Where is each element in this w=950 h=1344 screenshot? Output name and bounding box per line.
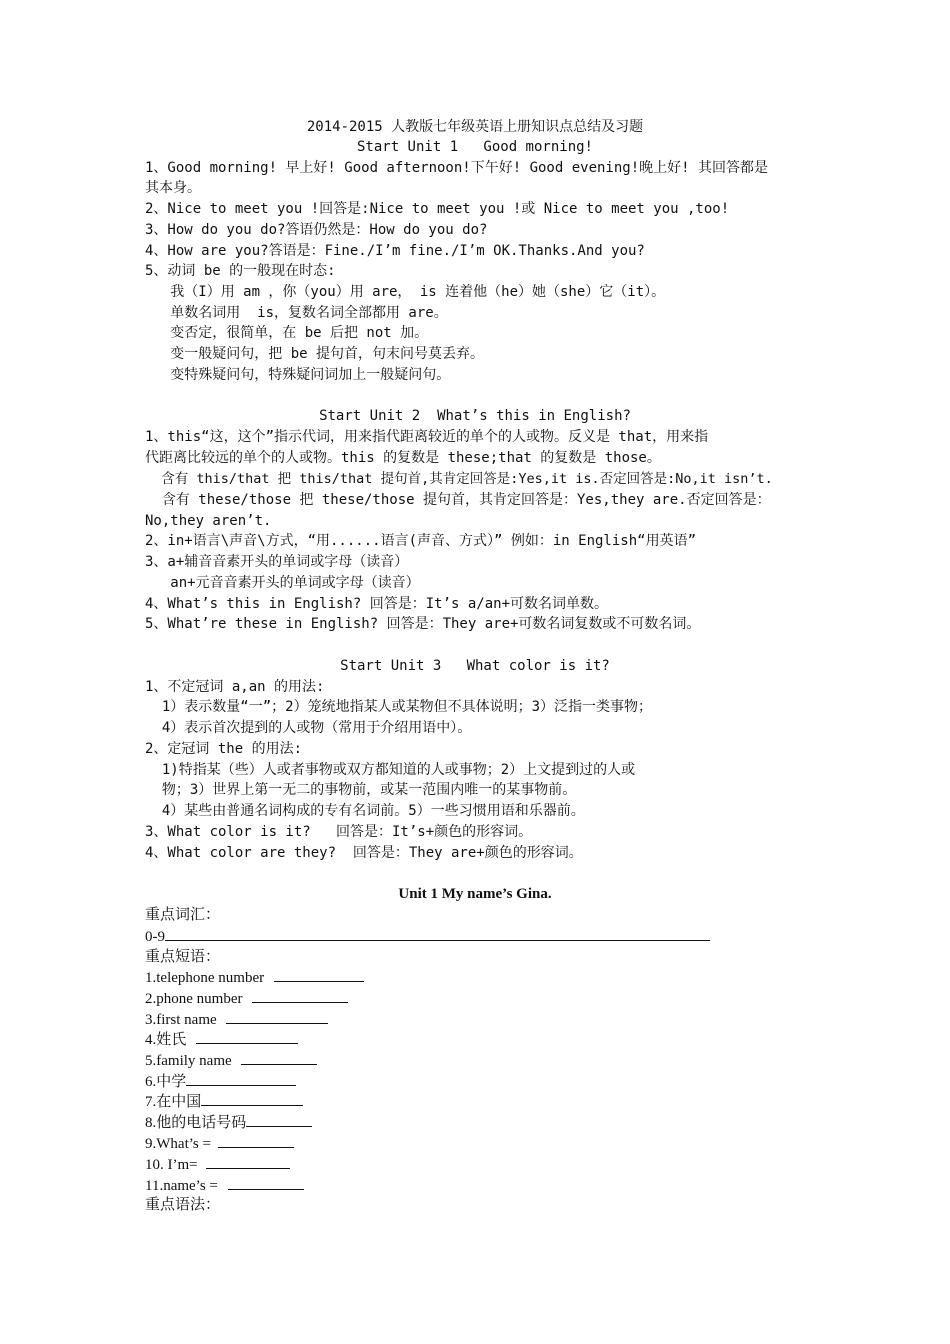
start-unit-1-line: 4、How are you?答语是：Fine./I’m fine./I’m OK.Thanks.And you? <box>145 243 645 259</box>
start-unit-3-line: 4）某些由普通名词构成的专有名词前。5）一些习惯用语和乐器前。 <box>145 803 585 819</box>
start-unit-2-line: 5、What’re these in English? 回答是：They are+可数名词复数或不可数名词。 <box>145 616 701 632</box>
start-unit-1-line: 我（I）用 am ，你（you）用 are， is 连着他（he）她（she）它（it）。 <box>145 284 666 300</box>
start-unit-2-line: 1、this“这，这个”指示代词，用来指代距离较近的单个的人或物。反义是 that，用来指 <box>145 429 709 445</box>
start-unit-1-line: 变特殊疑问句，特殊疑问词加上一般疑问句。 <box>145 367 451 383</box>
start-unit-2-line: 含有 this/that 把 this/that 提句首,其肯定回答是:Yes,it is.否定回答是:No,it isn’t. <box>145 471 773 487</box>
vocab-label: 重点词汇： <box>145 907 221 923</box>
answer-blank[interactable] <box>228 1175 304 1190</box>
vocab-item <box>145 926 710 946</box>
phrase-item <box>145 1133 294 1153</box>
answer-blank[interactable] <box>196 1029 298 1044</box>
phrase-text: 6.中学 <box>145 1074 187 1090</box>
answer-blank[interactable] <box>201 1091 303 1106</box>
start-unit-3-line: 物；3）世界上第一无二的事物前，或某一范围内唯一的某事物前。 <box>145 782 577 798</box>
phrase-item <box>145 1091 303 1111</box>
phrase-text: 5.family name <box>145 1053 232 1069</box>
phrase-item <box>145 1175 304 1195</box>
phrase-item <box>145 967 364 987</box>
answer-blank[interactable] <box>186 1071 296 1086</box>
start-unit-1-line: 2、Nice to meet you !回答是:Nice to meet you !或 Nice to meet you ,too! <box>145 201 730 217</box>
phrase-text: 2.phone number <box>145 991 243 1007</box>
answer-blank[interactable] <box>165 926 710 941</box>
start-unit-3-line: 1、不定冠词 a,an 的用法: <box>145 679 325 695</box>
start-unit-1-line: 3、How do you do?答语仍然是：How do you do? <box>145 222 488 238</box>
start-unit-3-line: 1)特指某（些）人或者事物或双方都知道的人或事物；2）上文提到过的人或 <box>145 762 636 778</box>
phrase-text: 1.telephone number <box>145 970 265 986</box>
start-unit-1-line: 其本身。 <box>145 180 201 196</box>
phrase-text: 3.first name <box>145 1012 217 1028</box>
start-unit-1-line: 变否定，很简单，在 be 后把 not 加。 <box>145 325 429 341</box>
start-unit-3-line: 3、What color is it? 回答是：It’s+颜色的形容词。 <box>145 824 533 840</box>
start-unit-1-heading: Start Unit 1 Good morning! <box>356 139 593 155</box>
phrase-item <box>145 1009 328 1029</box>
answer-blank[interactable] <box>246 1112 312 1127</box>
answer-blank[interactable] <box>252 988 348 1003</box>
start-unit-1-line: 1、Good morning! 早上好! Good afternoon!下午好! Good evening!晚上好! 其回答都是 <box>145 160 769 176</box>
phrase-item <box>145 988 348 1008</box>
grammar-label: 重点语法： <box>145 1197 221 1213</box>
start-unit-1-line: 5、动词 be 的一般现在时态: <box>145 263 336 279</box>
phrase-item <box>145 1112 312 1132</box>
answer-blank[interactable] <box>218 1133 294 1148</box>
answer-blank[interactable] <box>274 967 364 982</box>
answer-blank[interactable] <box>241 1050 317 1065</box>
start-unit-3-line: 1）表示数量“一”；2）笼统地指某人或某物但不具体说明；3）泛指一类事物； <box>145 699 652 715</box>
start-unit-3-heading: Start Unit 3 What color is it? <box>340 658 610 674</box>
phrase-item <box>145 1029 298 1049</box>
phrase-text: 9.What’s = <box>145 1136 211 1152</box>
answer-blank[interactable] <box>206 1154 290 1169</box>
start-unit-3-line: 2、定冠词 the 的用法: <box>145 741 303 757</box>
phrase-text: 11.name’s = <box>145 1178 218 1194</box>
document-title: 2014-2015 人教版七年级英语上册知识点总结及习题 <box>306 119 644 135</box>
start-unit-2-line: an+元音音素开头的单词或字母（读音） <box>145 575 420 591</box>
start-unit-1-line: 单数名词用 is，复数名词全部都用 are。 <box>145 305 448 321</box>
start-unit-2-line: No,they aren’t. <box>145 513 272 529</box>
phrase-text: 8.他的电话号码 <box>145 1115 247 1131</box>
phrase-text: 7.在中国 <box>145 1094 202 1110</box>
phrases-label: 重点短语： <box>145 949 221 965</box>
start-unit-1-line: 变一般疑问句，把 be 提句首，句末问号莫丢弃。 <box>145 346 484 362</box>
start-unit-2-heading: Start Unit 2 What’s this in English? <box>319 408 631 424</box>
phrase-item <box>145 1154 290 1174</box>
start-unit-2-line: 2、in+语言\声音\方式，“用......语言(声音、方式）” 例如：in English“用英语” <box>145 533 697 549</box>
phrase-item <box>145 1071 296 1091</box>
start-unit-3-line: 4）表示首次提到的人或物（常用于介绍用语中）。 <box>145 720 472 736</box>
start-unit-2-line: 含有 these/those 把 these/those 提句首，其肯定回答是：Yes,they are.否定回答是： <box>145 492 771 508</box>
start-unit-3-line: 4、What color are they? 回答是：They are+颜色的形容词。 <box>145 845 583 861</box>
unit-1-heading: Unit 1 My name’s Gina. <box>398 886 552 902</box>
phrase-text: 10. I’m= <box>145 1157 198 1173</box>
start-unit-2-line: 4、What’s this in English? 回答是：It’s a/an+可数名词单数。 <box>145 596 609 612</box>
start-unit-2-line: 代距离比较远的单个的人或物。this 的复数是 these;that 的复数是 those。 <box>145 450 661 466</box>
answer-blank[interactable] <box>226 1009 328 1024</box>
phrase-text: 4.姓氏 <box>145 1032 187 1048</box>
start-unit-2-line: 3、a+辅音音素开头的单词或字母（读音） <box>145 554 409 570</box>
phrase-item <box>145 1050 317 1070</box>
vocab-item-text: 0-9 <box>145 929 165 945</box>
